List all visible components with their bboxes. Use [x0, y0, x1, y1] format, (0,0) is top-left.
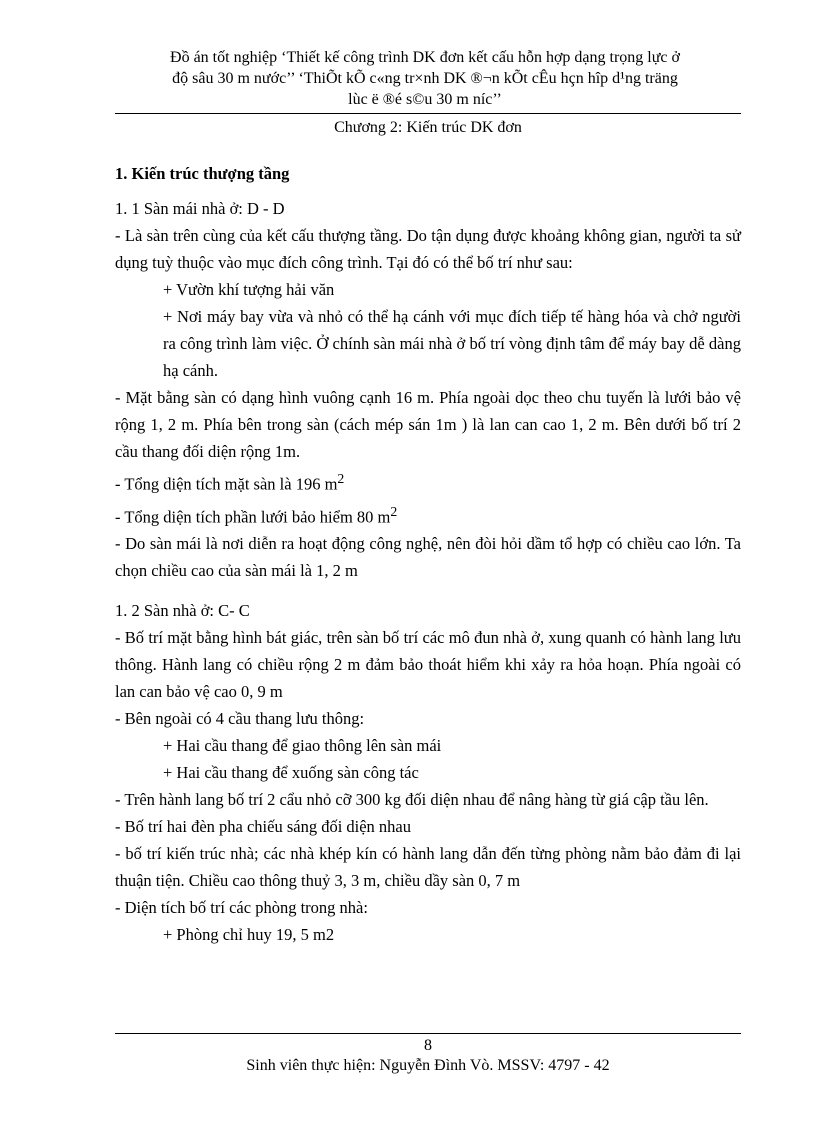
paragraph: - Do sàn mái là nơi diễn ra hoạt động công nghệ, nên đòi hỏi dầm tổ hợp có chiều cao lớn. Ta chọn chiều cao của sàn mái là 1, 2 m: [115, 534, 741, 580]
page-header: [110, 47, 740, 110]
paragraph: - Bên ngoài có 4 cầu thang lưu thông:: [115, 709, 365, 728]
header-line-3: lùc ë ®é s©u 30 m níc’’: [348, 91, 502, 108]
paragraph: [115, 465, 741, 498]
header-line-2: độ sâu 30 m nước’’ ‘ThiÕt kÕ c«ng tr×nh DK ®¬n kÕt cÊu hçn hîp d¹ng träng: [172, 70, 678, 87]
subsection-title: 1. 1 Sàn mái nhà ở: D - D: [115, 199, 285, 218]
spacer: [115, 584, 741, 597]
page-number: 8: [424, 1037, 432, 1054]
superscript: 2: [337, 471, 345, 486]
section-heading: 1. Kiến trúc thượng tầng: [115, 164, 290, 183]
paragraph: - Mặt bằng sàn có dạng hình vuông cạnh 16 m. Phía ngoài dọc theo chu tuyến là lưới bảo vệ rộng 1, 2 m. Phía bên trong sàn (cách mép sán 1m ) là lan can cao 1, 2 m. Bên dưới bố trí 2 cầu thang đối diện rộng 1m.: [115, 388, 741, 461]
paragraph: - Diện tích bố trí các phòng trong nhà:: [115, 898, 368, 917]
paragraph: - Trên hành lang bố trí 2 cẩu nhỏ cỡ 300 kg đối diện nhau để nâng hàng từ giá cập tầu lên.: [115, 790, 709, 809]
bullet-item: + Vườn khí tượng hải văn: [163, 280, 335, 299]
paragraph-text: - Tổng diện tích mặt sàn là 196 m: [115, 474, 338, 494]
footer-rule: [115, 1033, 741, 1034]
paragraph: - bố trí kiến trúc nhà; các nhà khép kín có hành lang dẫn đến từng phòng nằm bảo đảm đi lại thuận tiện. Chiều cao thông thuỷ 3, 3 m, chiều dầy sàn 0, 7 m: [115, 844, 741, 890]
page-footer: [115, 1036, 741, 1076]
subsection-title: 1. 2 Sàn nhà ở: C- C: [115, 601, 250, 620]
document-body: [115, 160, 741, 948]
bullet-item: + Hai cầu thang để giao thông lên sàn mái: [163, 736, 442, 755]
bullet-item: + Phòng chỉ huy 19, 5 m2: [163, 925, 335, 944]
bullet-item: + Hai cầu thang để xuống sàn công tác: [163, 763, 419, 782]
bullet-item: + Nơi máy bay vừa và nhỏ có thể hạ cánh với mục đích tiếp tế hàng hóa và chở người ra công trình làm việc. Ở chính sàn mái nhà ở bố trí vòng định tâm để máy bay dễ dàng hạ cánh.: [163, 307, 741, 380]
paragraph: - Bố trí mặt bằng hình bát giác, trên sàn bố trí các mô đun nhà ở, xung quanh có hành lang lưu thông. Hành lang có chiều rộng 2 m đảm bảo thoát hiểm khi xảy ra hỏa hoạn. Phía ngoài có lan can bảo vệ cao 0, 9 m: [115, 628, 741, 701]
paragraph: - Là sàn trên cùng của kết cấu thượng tầng. Do tận dụng được khoảng không gian, người ta sử dụng tuỳ thuộc vào mục đích công trình. Tại đó có thể bố trí như sau:: [115, 226, 741, 272]
paragraph: [115, 498, 741, 531]
chapter-title: Chương 2: Kiến trúc DK đơn: [334, 119, 522, 136]
header-line-1: Đồ án tốt nghiệp ‘Thiết kế công trình DK đơn kết cấu hỗn hợp dạng trọng lực ở: [170, 49, 680, 66]
footer-author: Sinh viên thực hiện: Nguyễn Đình Vò. MSSV: 4797 - 42: [246, 1057, 610, 1074]
paragraph: - Bố trí hai đèn pha chiếu sáng đối diện nhau: [115, 817, 412, 836]
paragraph-text: - Tổng diện tích phần lưới bảo hiểm 80 m: [115, 507, 391, 526]
superscript: 2: [390, 503, 398, 519]
header-rule: [115, 113, 741, 114]
